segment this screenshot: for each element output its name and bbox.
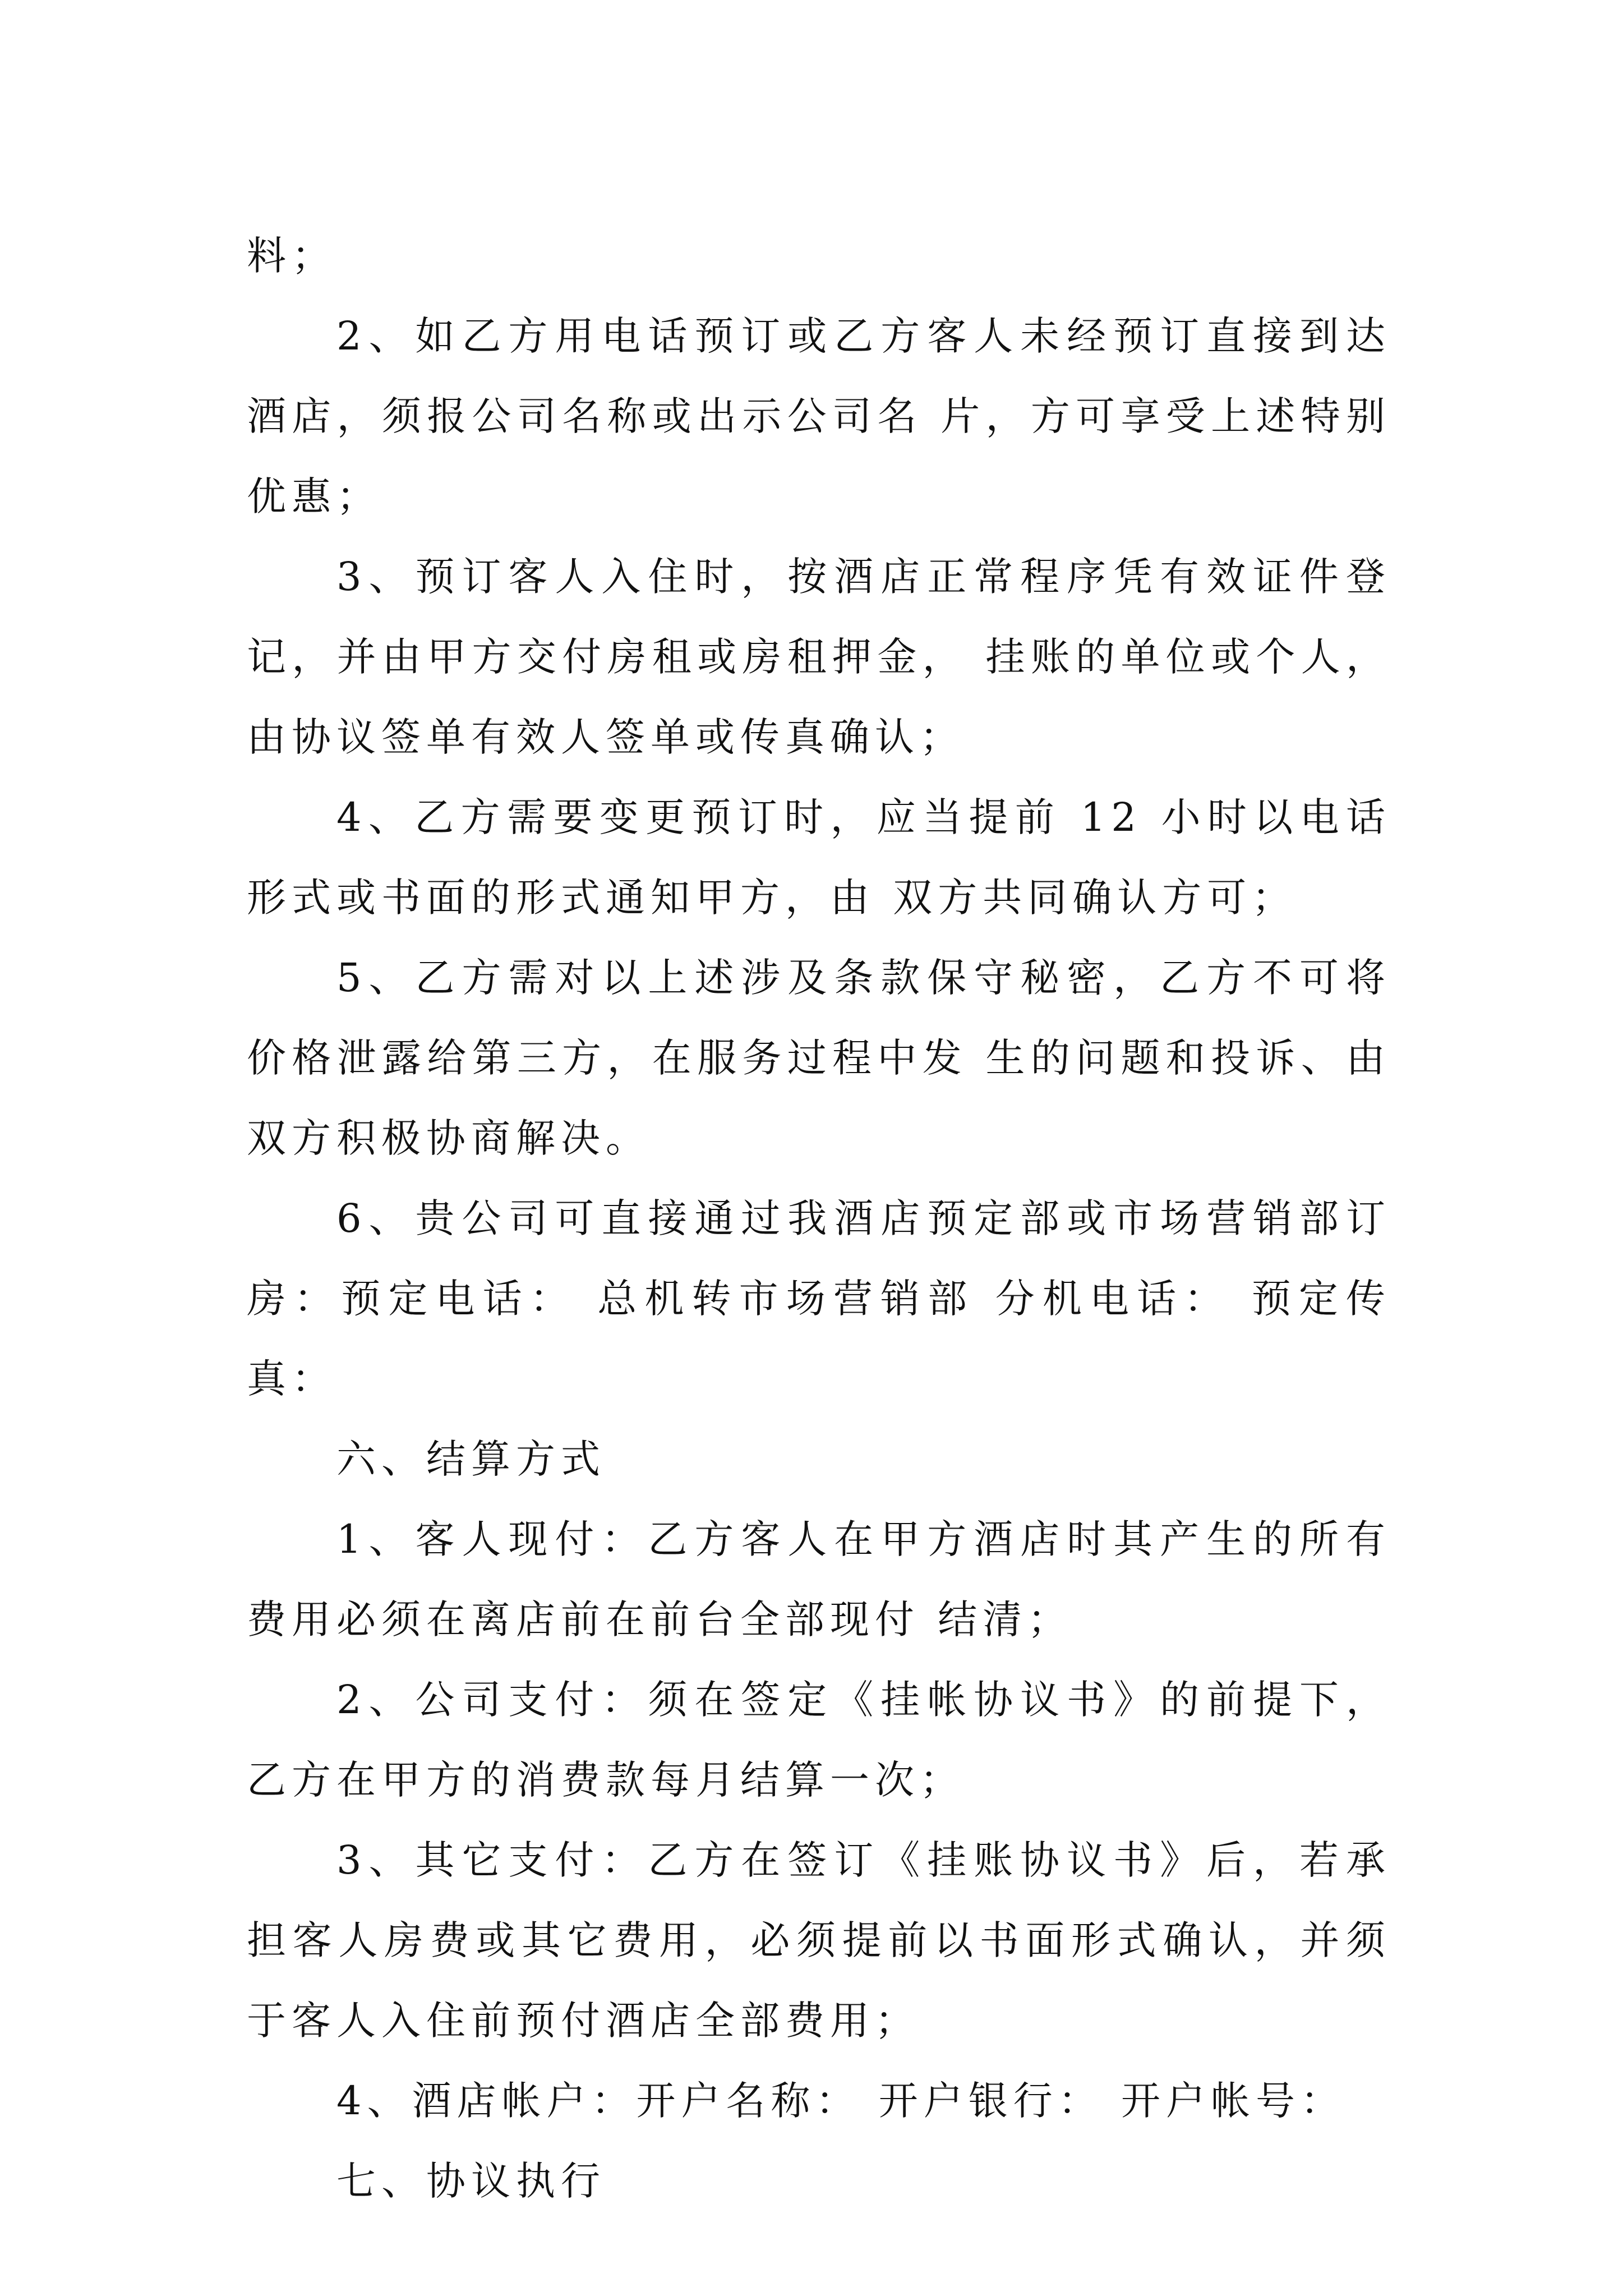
paragraph-guest-payment: 1、客人现付：乙方客人在甲方酒店时其产生的所有费用必须在离店前在前台全部现付 结清；: [247, 1516, 1391, 1642]
paragraph-hotel-account: 4、酒店帐户：开户名称： 开户银行： 开户帐号：: [336, 2078, 1346, 2124]
paragraph-booking-contact: 6、贵公司可直接通过我酒店预定部或市场营销部订房：预定电话： 总机转市场营销部 分机电话： 预定传真：: [247, 1195, 1391, 1402]
section-heading-settlement: 六、结算方式: [336, 1436, 606, 1482]
paragraph-continuation: 料；: [247, 233, 336, 279]
document-body: [247, 216, 1391, 2221]
paragraph-booking-change: 4、乙方需要变更预订时，应当提前 12 小时以电话形式或书面的形式通知甲方，由 双方共同确认方可；: [247, 794, 1391, 921]
section-heading-execution: 七、协议执行: [336, 2158, 606, 2204]
paragraph-company-payment: 2、公司支付：须在签定《挂帐协议书》的前提下，乙方在甲方的消费款每月结算一次；: [247, 1677, 1391, 1803]
paragraph-other-payment: 3、其它支付：乙方在签订《挂账协议书》后，若承担客人房费或其它费用，必须提前以书面形式确认，并须于客人入住前预付酒店全部费用；: [247, 1837, 1391, 2044]
paragraph-phone-booking: 2、如乙方用电话预订或乙方客人未经预订直接到达酒店，须报公司名称或出示公司名 片，方可享受上述特别优惠；: [247, 313, 1391, 519]
paragraph-check-in: 3、预订客人入住时，按酒店正常程序凭有效证件登记，并由甲方交付房租或房租押金， 挂账的单位或个人，由协议签单有效人签单或传真确认；: [247, 554, 1391, 760]
paragraph-confidentiality: 5、乙方需对以上述涉及条款保守秘密，乙方不可将价格泄露给第三方，在服务过程中发 生的问题和投诉、由双方积极协商解决。: [247, 955, 1391, 1161]
